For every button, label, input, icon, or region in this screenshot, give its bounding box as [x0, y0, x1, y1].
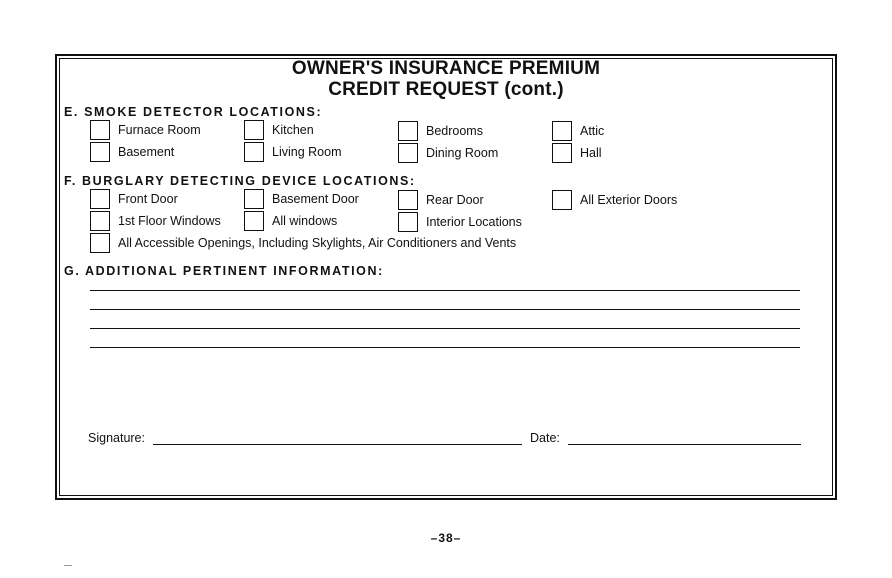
checkbox-label: Front Door: [118, 192, 178, 206]
checkbox-label: 1st Floor Windows: [118, 214, 221, 228]
checkbox-label: Rear Door: [426, 193, 484, 207]
checkbox-living-room[interactable]: [244, 142, 341, 162]
form-title-line2: CREDIT REQUEST (cont.): [328, 79, 564, 100]
checkbox-label: Attic: [580, 124, 605, 138]
checkbox-label: Hall: [580, 146, 602, 160]
form-title-line1: OWNER'S INSURANCE PREMIUM: [291, 58, 601, 79]
date-label: Date:: [530, 431, 560, 445]
checkbox-front-door[interactable]: [90, 189, 178, 209]
checkbox-label: All windows: [272, 214, 338, 228]
checkbox-box[interactable]: [244, 211, 264, 231]
checkbox-bedrooms[interactable]: [398, 121, 483, 141]
checkbox-box[interactable]: [552, 121, 572, 141]
section-e-heading: E. SMOKE DETECTOR LOCATIONS:: [64, 105, 323, 119]
checkbox-label: Basement Door: [272, 192, 359, 206]
checkbox-basement[interactable]: [90, 142, 174, 162]
checkbox-box[interactable]: [90, 233, 110, 253]
checkbox-label: All Exterior Doors: [580, 193, 678, 207]
checkbox-box[interactable]: [90, 142, 110, 162]
checkbox-label: Kitchen: [272, 123, 314, 137]
signature-line[interactable]: [153, 444, 522, 445]
checkbox-dining-room[interactable]: [398, 143, 498, 163]
checkbox-box[interactable]: [552, 190, 572, 210]
checkbox-furnace-room[interactable]: [90, 120, 201, 140]
page-number: –38–: [430, 531, 462, 545]
checkbox-box[interactable]: [90, 120, 110, 140]
checkbox-box[interactable]: [398, 190, 418, 210]
date-line[interactable]: [568, 444, 801, 445]
checkbox-label: Furnace Room: [118, 123, 201, 137]
scan-mark: [64, 565, 72, 566]
checkbox-label: Bedrooms: [426, 124, 483, 138]
section-g-heading: G. ADDITIONAL PERTINENT INFORMATION:: [64, 264, 384, 278]
checkbox-box[interactable]: [244, 120, 264, 140]
info-line-4[interactable]: [90, 347, 800, 348]
checkbox-1st-floor-windows[interactable]: [90, 211, 221, 231]
checkbox-box[interactable]: [552, 143, 572, 163]
checkbox-box[interactable]: [90, 189, 110, 209]
checkbox-box[interactable]: [398, 143, 418, 163]
checkbox-box[interactable]: [244, 142, 264, 162]
checkbox-label: Interior Locations: [426, 215, 522, 229]
checkbox-basement-door[interactable]: [244, 189, 359, 209]
checkbox-hall[interactable]: [552, 143, 602, 163]
checkbox-interior-locations[interactable]: [398, 212, 522, 232]
checkbox-all-accessible-openings[interactable]: [90, 233, 516, 253]
info-line-1[interactable]: [90, 290, 800, 291]
checkbox-all-exterior-doors[interactable]: [552, 190, 677, 210]
checkbox-all-windows[interactable]: [244, 211, 337, 231]
checkbox-kitchen[interactable]: [244, 120, 314, 140]
section-f-heading: F. BURGLARY DETECTING DEVICE LOCATIONS:: [64, 174, 416, 188]
signature-label: Signature:: [88, 431, 145, 445]
checkbox-attic[interactable]: [552, 121, 604, 141]
checkbox-rear-door[interactable]: [398, 190, 484, 210]
checkbox-label: Basement: [118, 145, 175, 159]
checkbox-label: Dining Room: [426, 146, 499, 160]
checkbox-box[interactable]: [244, 189, 264, 209]
info-line-2[interactable]: [90, 309, 800, 310]
checkbox-box[interactable]: [90, 211, 110, 231]
checkbox-label: Living Room: [272, 145, 342, 159]
info-line-3[interactable]: [90, 328, 800, 329]
checkbox-box[interactable]: [398, 121, 418, 141]
checkbox-label: All Accessible Openings, Including Skylights, Air Conditioners and Vents: [118, 236, 517, 250]
checkbox-box[interactable]: [398, 212, 418, 232]
